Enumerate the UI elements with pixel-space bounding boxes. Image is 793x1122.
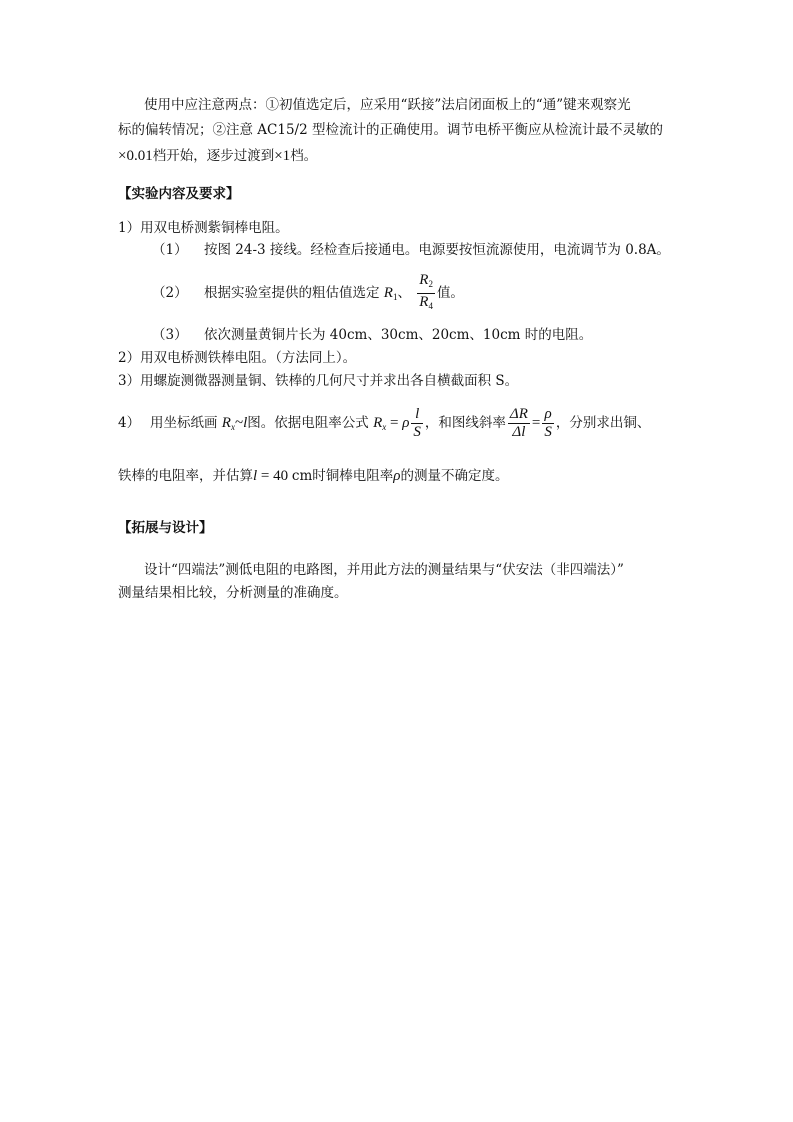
rx-symbol-2: R xyxy=(373,415,383,431)
sub-item-1 xyxy=(152,240,670,260)
sub-item-1-text: 按图 24-3 接线。经检查后接通电。电源要按恒流源使用，电流调节为 0.8A。 xyxy=(204,242,670,258)
l-symbol: l xyxy=(243,415,248,431)
scale-setting-0.01: ×0.01 xyxy=(118,148,153,164)
rho-over-s-fraction xyxy=(542,406,554,441)
equals-sign-2: = xyxy=(531,415,541,431)
slope-fraction-bottom: Δl xyxy=(512,424,526,440)
rx-symbol: R xyxy=(221,415,231,431)
sub-item-2-suffix: 值。 xyxy=(436,285,464,301)
resistivity-fraction-bottom: S xyxy=(413,424,421,440)
sub-item-1-number: （1） xyxy=(152,242,188,258)
sub-item-2-number: （2） xyxy=(152,285,188,301)
length-symbol: l xyxy=(253,468,258,484)
rho-over-s-bottom: S xyxy=(544,424,552,440)
extension-line-2: 测量结果相比较，分析测量的准确度。 xyxy=(118,585,348,601)
list-item-4-line-2 xyxy=(118,466,508,486)
scale-setting-1: ×1 xyxy=(274,148,291,164)
list-item-4-number: 4） xyxy=(118,415,141,431)
fraction-numerator-subscript: 2 xyxy=(428,279,433,289)
ratio-fraction xyxy=(417,272,435,315)
list-item-4-text-b: 图。依据电阻率公式 xyxy=(247,415,369,431)
rx-subscript-2: x xyxy=(382,422,387,432)
length-value: = 40 xyxy=(257,468,292,484)
length-unit: cm xyxy=(291,468,313,484)
equals-sign: = xyxy=(386,415,403,431)
rx-subscript: x xyxy=(230,422,235,432)
rho-symbol: ρ xyxy=(402,415,410,431)
intro-line-3 xyxy=(118,146,317,166)
tilde-symbol: ~ xyxy=(234,415,244,431)
list-item-4-line-2-text-a: 铁棒的电阻率，并估算 xyxy=(118,468,253,484)
fraction-numerator: R xyxy=(419,272,429,288)
separator: 、 xyxy=(397,285,411,301)
list-item-4-text-d: ，分别求出铜、 xyxy=(555,415,651,431)
list-item-4-text-c: ，和图线斜率 xyxy=(424,415,506,431)
list-item-4 xyxy=(118,403,650,447)
rho-over-s-top: ρ xyxy=(542,406,554,424)
sub-item-3-text: 依次测量黄铜片长为 40cm、30cm、20cm、10cm 时的电阻。 xyxy=(204,327,593,343)
list-item-4-text-a: 用坐标纸画 xyxy=(150,415,218,431)
fraction-denominator: R xyxy=(419,294,429,310)
list-item-2: 2）用双电桥测铁棒电阻。（方法同上）。 xyxy=(118,350,357,366)
list-item-4-line-2-text-c: 的测量不确定度。 xyxy=(400,468,509,484)
slope-fraction xyxy=(508,406,530,441)
intro-line-3-text-a: 档开始，逐步过渡到 xyxy=(152,148,275,164)
list-item-1: 1）用双电桥测紫铜棒电阻。 xyxy=(118,220,289,236)
extension-line-1: 设计“四端法”测低电阻的电路图，并用此方法的测量结果与“伏安法（非四端法）” xyxy=(144,562,624,578)
intro-line-3-text-b: 档。 xyxy=(290,148,318,164)
section-heading-extension: 【拓展与设计】 xyxy=(118,520,213,536)
resistivity-fraction xyxy=(411,406,423,441)
slope-fraction-top: ΔR xyxy=(509,406,528,422)
intro-line-1: 使用中应注意两点：①初值选定后，应采用“跃接”法启闭面板上的“通”键来观察光 xyxy=(144,97,631,113)
list-item-4-line-2-text-b: 时铜棒电阻率 xyxy=(312,468,394,484)
list-item-3: 3）用螺旋测微器测量铜、铁棒的几何尺寸并求出各自横截面积 S。 xyxy=(118,373,519,389)
sub-item-3-number: （3） xyxy=(152,327,188,343)
sub-item-2 xyxy=(152,272,464,316)
fraction-denominator-subscript: 4 xyxy=(428,301,433,311)
sub-item-3 xyxy=(152,325,592,345)
section-heading-experiment: 【实验内容及要求】 xyxy=(118,186,240,202)
intro-line-2: 标的偏转情况；②注意 AC15/2 型检流计的正确使用。调节电桥平衡应从检流计最不灵敏的 xyxy=(118,122,663,138)
sub-item-2-text: 根据实验室提供的粗估值选定 xyxy=(204,285,380,301)
resistivity-fraction-top: l xyxy=(411,406,423,424)
rho-symbol-2: ρ xyxy=(393,468,401,484)
resistor-r1-symbol: R xyxy=(383,285,393,301)
resistor-r1-subscript: 1 xyxy=(392,292,398,302)
